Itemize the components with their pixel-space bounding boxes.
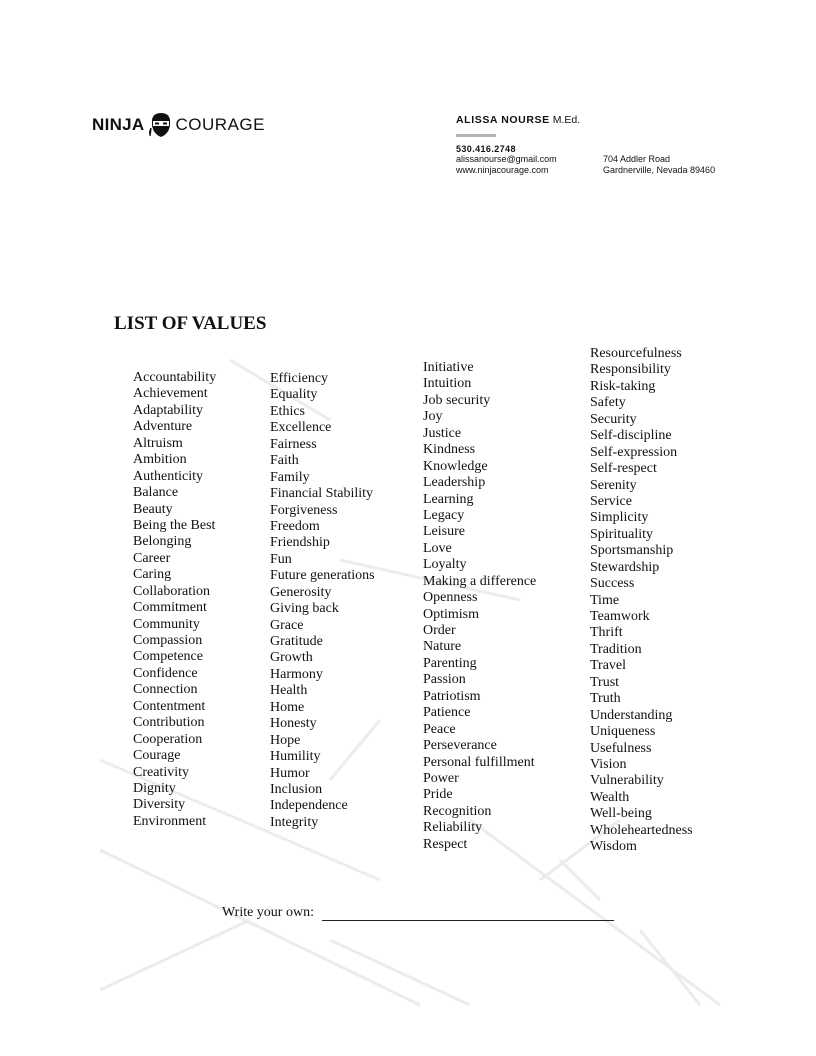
write-your-own-blank-line[interactable] (322, 906, 614, 921)
value-item: Service (590, 493, 632, 509)
value-item: Simplicity (590, 510, 649, 526)
value-item: Career (133, 550, 171, 566)
value-item: Creativity (133, 764, 189, 780)
value-item: Truth (590, 691, 621, 707)
value-item: Peace (423, 721, 456, 737)
value-item: Recognition (423, 803, 492, 819)
value-item: Passion (423, 672, 466, 688)
value-item: Generosity (270, 584, 332, 600)
write-your-own-row (222, 905, 614, 921)
contact-address-line1: 704 Addler Road (603, 154, 671, 164)
value-item: Self-expression (590, 444, 678, 460)
value-item: Patience (423, 705, 471, 721)
value-item: Belonging (133, 534, 192, 550)
value-item: Love (423, 540, 452, 556)
value-item: Future generations (270, 568, 375, 584)
value-item: Faith (270, 453, 299, 469)
value-item: Financial Stability (270, 486, 374, 502)
value-item: Altruism (133, 435, 183, 451)
value-item: Justice (423, 425, 462, 441)
value-item: Loyalty (423, 557, 467, 573)
value-item: Beauty (133, 501, 173, 517)
value-item: Order (423, 623, 456, 638)
value-item: Well-being (590, 806, 652, 822)
write-your-own-label: Write your own: (222, 905, 314, 920)
value-item: Balance (133, 485, 179, 501)
value-item: Honesty (270, 716, 317, 732)
value-item: Teamwork (590, 609, 650, 624)
value-item: Risk-taking (590, 378, 656, 394)
value-item: Diversity (133, 797, 186, 813)
value-item: Caring (133, 567, 172, 583)
value-item: Perseverance (423, 738, 497, 754)
value-item: Confidence (133, 665, 198, 681)
value-item: Collaboration (133, 583, 210, 599)
value-item: Kindness (423, 442, 476, 458)
value-item: Inclusion (270, 781, 323, 797)
value-item: Patriotism (423, 688, 481, 704)
logo-text-ninja: NINJA (92, 115, 145, 134)
value-item: Uniqueness (590, 724, 656, 740)
value-item: Parenting (423, 655, 477, 671)
value-item: Grace (270, 617, 304, 633)
value-item: Learning (423, 491, 474, 507)
contact-row-2 (456, 165, 715, 176)
values-column-4 (590, 346, 693, 856)
contact-block (456, 114, 715, 176)
value-item: Thrift (590, 625, 623, 641)
contact-address-line2: Gardnerville, Nevada 89460 (603, 165, 716, 175)
ninja-courage-logo (92, 110, 265, 140)
value-item: Travel (590, 658, 627, 674)
value-item: Growth (270, 650, 313, 666)
value-item: Adaptability (133, 402, 203, 418)
value-item: Compassion (133, 633, 203, 648)
value-item: Connection (133, 682, 198, 698)
value-item: Vulnerability (590, 773, 664, 789)
value-item: Environment (133, 813, 207, 829)
value-item: Humility (270, 749, 321, 765)
value-item: Intuition (423, 376, 472, 392)
contact-name: ALISSA NOURSE (456, 114, 550, 126)
value-item: Family (270, 469, 310, 485)
value-item: Achievement (133, 386, 208, 402)
value-item: Nature (423, 639, 462, 655)
value-item: Respect (423, 836, 468, 852)
value-item: Home (270, 699, 305, 715)
value-item: Tradition (590, 641, 642, 657)
value-item: Pride (423, 787, 453, 803)
value-item: Success (590, 576, 635, 592)
value-item: Community (133, 616, 200, 632)
value-item: Commitment (133, 600, 207, 616)
value-item: Leadership (423, 475, 486, 491)
value-item: Serenity (590, 477, 637, 493)
contact-name-line (456, 114, 715, 126)
value-item: Trust (590, 674, 620, 690)
value-item: Competence (133, 649, 203, 665)
value-item: Safety (590, 395, 626, 411)
contact-row-1 (456, 154, 715, 165)
value-item: Gratitude (270, 634, 323, 649)
contact-phone: 530.416.2748 (456, 144, 516, 154)
values-column-3 (423, 360, 536, 853)
value-item: Stewardship (590, 559, 660, 575)
logo-text-courage: COURAGE (175, 115, 265, 134)
value-item: Giving back (270, 601, 339, 617)
value-item: Forgiveness (270, 502, 338, 518)
value-item: Contentment (133, 698, 206, 714)
contact-website: www.ninjacourage.com (456, 165, 549, 175)
contact-email: alissanourse@gmail.com (456, 154, 557, 164)
value-item: Freedom (270, 518, 320, 534)
value-item: Self-respect (590, 461, 657, 477)
value-item: Fairness (270, 436, 317, 452)
value-item: Responsibility (590, 362, 671, 378)
value-item: Resourcefulness (590, 346, 682, 361)
value-item: Efficiency (270, 371, 329, 386)
ninja-mask-icon (149, 112, 173, 138)
value-item: Reliability (423, 820, 483, 836)
value-item: Spirituality (590, 526, 653, 542)
page-title: LIST OF VALUES (114, 313, 267, 334)
value-item: Leisure (423, 524, 465, 540)
value-item: Wisdom (590, 839, 637, 855)
value-item: Power (423, 770, 459, 786)
value-item: Dignity (133, 780, 176, 796)
value-item: Understanding (590, 707, 673, 723)
value-item: Humor (270, 765, 310, 781)
value-item: Wholeheartedness (590, 822, 693, 838)
value-item: Security (590, 411, 637, 427)
value-item: Optimism (423, 606, 480, 622)
value-item: Cooperation (133, 731, 203, 747)
value-item: Integrity (270, 814, 319, 830)
values-column-2 (270, 371, 375, 831)
value-item: Self-discipline (590, 428, 672, 444)
value-item: Usefulness (590, 740, 652, 756)
value-item: Authenticity (133, 468, 203, 484)
value-item: Wealth (590, 789, 630, 805)
value-item: Openness (423, 590, 478, 606)
value-item: Legacy (423, 507, 465, 523)
value-item: Courage (133, 748, 181, 764)
value-item: Time (590, 592, 620, 608)
values-column-1 (133, 370, 216, 830)
value-item: Excellence (270, 420, 332, 436)
value-item: Ambition (133, 452, 187, 468)
value-item: Personal fulfillment (423, 754, 535, 770)
value-item: Being the Best (133, 517, 216, 533)
value-item: Fun (270, 551, 292, 567)
value-item: Knowledge (423, 458, 488, 474)
value-item: Making a difference (423, 573, 537, 589)
contact-credentials: M.Ed. (552, 114, 581, 126)
value-item: Equality (270, 387, 318, 403)
value-item: Initiative (423, 360, 474, 375)
value-item: Hope (270, 732, 301, 748)
contact-divider (456, 134, 496, 137)
value-item: Contribution (133, 715, 205, 731)
value-item: Joy (423, 409, 443, 425)
value-item: Accountability (133, 370, 217, 385)
value-item: Harmony (270, 666, 323, 682)
value-item: Job security (423, 392, 491, 408)
value-item: Health (270, 683, 308, 699)
value-item: Friendship (270, 535, 330, 551)
value-item: Independence (270, 798, 348, 814)
value-item: Vision (590, 756, 627, 772)
value-item: Adventure (133, 419, 193, 435)
value-item: Ethics (270, 403, 305, 419)
value-item: Sportsmanship (590, 543, 674, 559)
